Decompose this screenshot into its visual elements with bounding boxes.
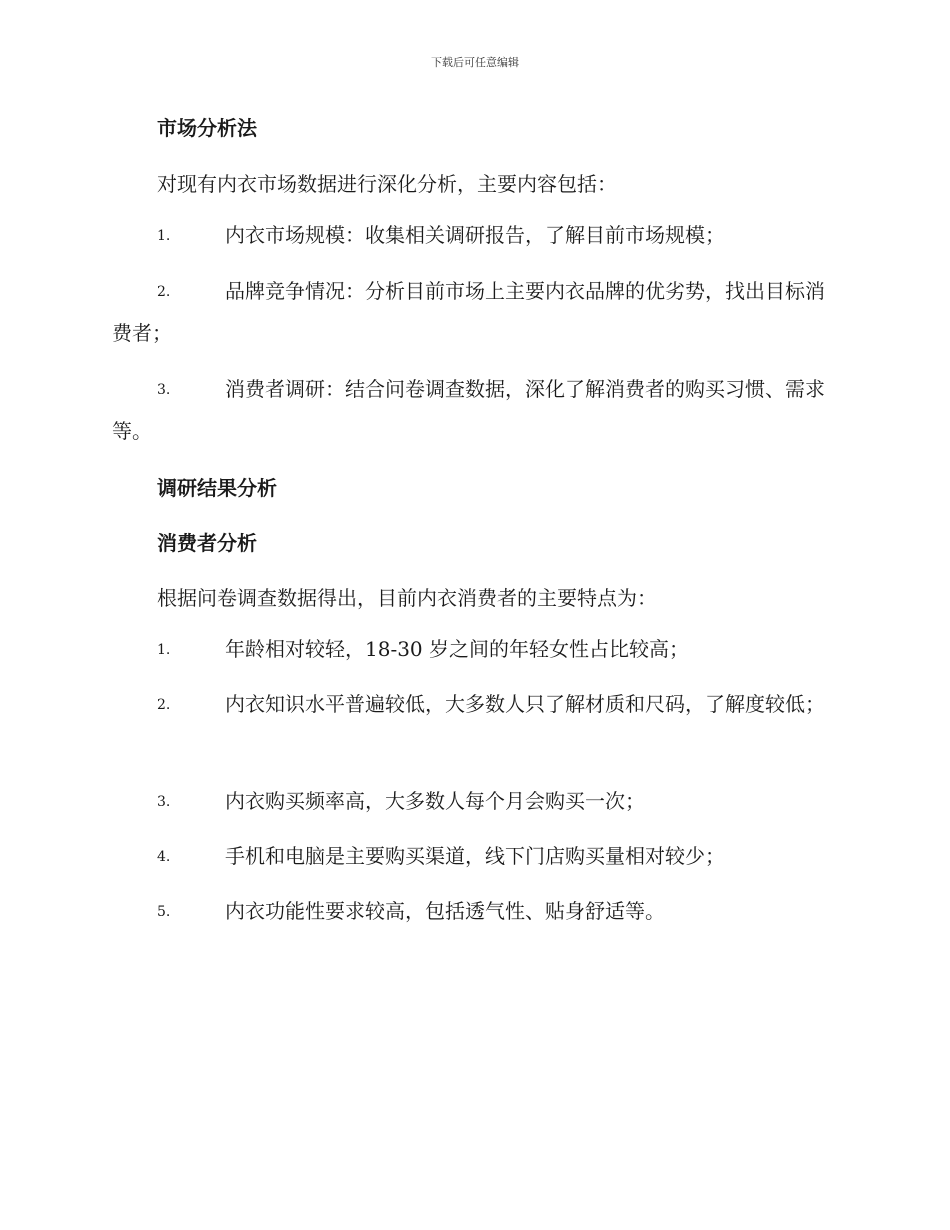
list-number: 2. — [157, 284, 171, 300]
list-text: 品牌竞争情况：分析目前市场上主要内衣品牌的优劣势，找出目标消费者； — [112, 279, 825, 345]
subheading-consumer-analysis: 消费者分析 — [157, 531, 257, 555]
header-note: 下载后可任意编辑 — [431, 56, 519, 69]
list-number: 3. — [157, 382, 171, 398]
list-item — [112, 628, 834, 670]
list-text: 内衣知识水平普遍较低，大多数人只了解材质和尺码，了解度较低； — [225, 692, 825, 716]
section-heading-market-analysis: 市场分析法 — [157, 116, 257, 140]
list-text: 消费者调研：结合问卷调查数据，深化了解消费者的购买习惯、需求等。 — [112, 377, 825, 443]
intro-paragraph: 对现有内衣市场数据进行深化分析，主要内容包括： — [157, 172, 617, 196]
list-number: 5. — [157, 904, 171, 920]
list-number: 1. — [157, 642, 171, 658]
intro-paragraph: 根据问卷调查数据得出，目前内衣消费者的主要特点为： — [157, 586, 657, 610]
list-text: 年龄相对较轻，18-30 岁之间的年轻女性占比较高； — [225, 637, 690, 661]
list-text: 内衣购买频率高，大多数人每个月会购买一次； — [225, 789, 645, 813]
list-item — [112, 270, 834, 354]
list-text: 内衣市场规模：收集相关调研报告，了解目前市场规模； — [225, 223, 725, 247]
list-item — [112, 780, 834, 822]
list-item — [112, 368, 834, 452]
list-text: 手机和电脑是主要购买渠道，线下门店购买量相对较少； — [225, 844, 725, 868]
section-heading-results: 调研结果分析 — [157, 476, 277, 500]
list-number: 4. — [157, 849, 171, 865]
list-number: 3. — [157, 794, 171, 810]
list-text: 内衣功能性要求较高，包括透气性、贴身舒适等。 — [225, 899, 665, 923]
list-number: 1. — [157, 228, 171, 244]
list-number: 2. — [157, 697, 171, 713]
list-item — [112, 214, 834, 256]
list-item — [112, 890, 834, 932]
list-item — [112, 683, 834, 725]
list-item — [112, 835, 834, 877]
